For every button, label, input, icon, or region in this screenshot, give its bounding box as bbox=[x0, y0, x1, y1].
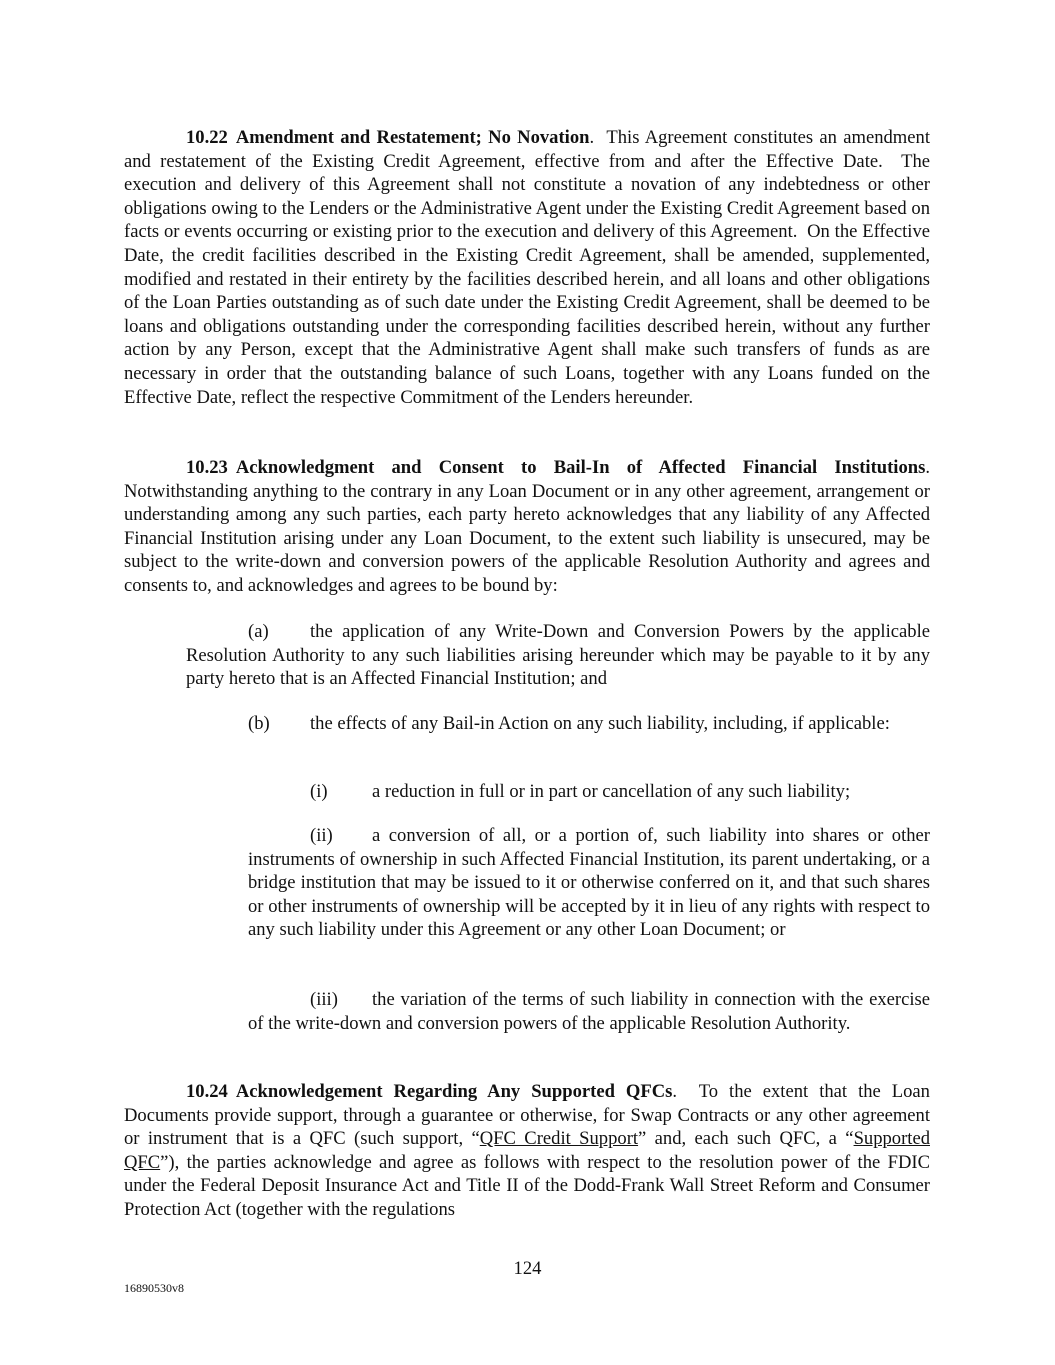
defined-term-qfc-credit-support: QFC Credit Support bbox=[479, 1128, 639, 1150]
section-body-part-3: ”), the parties acknowledge and agree as follows with respect to the resolution power of the FDIC under the Federal Deposit Insurance Act and Title II of the Dodd-Frank Wall Street Reform and Consumer Protection Act (together with the regulations bbox=[124, 1151, 930, 1220]
clause-a bbox=[186, 620, 930, 691]
subclause-text: a reduction in full or in part or cancellation of any such liability; bbox=[372, 781, 851, 802]
subclause-i bbox=[248, 780, 930, 804]
subclause-text: the variation of the terms of such liability in connection with the exercise of the write-down and conversion powers of the applicable Resolution Authority. bbox=[248, 989, 930, 1034]
subclause-ii bbox=[248, 824, 930, 942]
section-body-part-1: To the extent that the Loan Documents provide support, through a guarantee or otherwise, for Swap Contracts or any other agreement or instrument that is a QFC (such support, “ bbox=[124, 1081, 935, 1150]
section-body-part-2: ” and, each such QFC, a “ bbox=[638, 1128, 854, 1150]
subclause-label: (ii) bbox=[310, 825, 333, 846]
page-number: 124 bbox=[513, 1258, 542, 1279]
clause-label: (a) bbox=[248, 621, 269, 642]
subclause-label: (iii) bbox=[310, 989, 338, 1010]
clause-text: the effects of any Bail-in Action on any such liability, including, if applicable: bbox=[310, 713, 890, 734]
section-number: 10.22 bbox=[186, 127, 228, 148]
subclause-label: (i) bbox=[310, 781, 328, 802]
clause-b bbox=[186, 712, 930, 736]
section-10-22: 10.22 Amendment and Restatement; No Novation. This Agreement constitutes an amendment and restatement of the Existing Credit Agreement, effective from and after the Effective Date. The execution and delivery of this Agreement shall not constitute a novation of any indebtedness or other obligations owing to the Lenders or the Administrative Agent under the Existing Credit Agreement based on facts or events occurring or existing prior to the execution and delivery of this Agreement. On the Effective Date, the credit facilities described in the Existing Credit Agreement, shall be amended, supplemented, modified and restated in their entirety by the facilities described herein, and all loans and other obligations of the Loan Parties outstanding as of such date under the Existing Credit Agreement, shall be deemed to be loans and obligations outstanding under the corresponding facilities described herein, without any further action by any Person, except that the Administrative Agent shall make such transfers of funds as are necessary in order that the outstanding balance of such Loans, together with any Loans funded on the Effective Date, reflect the respective Commitment of the Lenders hereunder. bbox=[124, 127, 935, 408]
subclause-text: a conversion of all, or a portion of, such liability into shares or other instruments of ownership in such Affected Financial Institution, its parent undertaking, or a bridge institution that may be issued to it or otherwise conferred on it, and that such shares or other instruments of ownership will be accepted by it in lieu of any rights with respect to any such liability under this Agreement or any other Loan Document; or bbox=[248, 825, 930, 941]
clause-text: the application of any Write-Down and Conversion Powers by the applicable Resolution Authority to any such liabilities arising hereunder which may be payable to it by any party hereto that is an Affected Financial Institution; and bbox=[186, 621, 930, 690]
section-10-23: 10.23 Acknowledgment and Consent to Bail-In of Affected Financial Institutions. Notwithstanding anything to the contrary in any Loan Document or in any other agreement, arrangement or understanding among any such parties, each party hereto acknowledges that any liability of any Affected Financial Institution arising under any Loan Document, to the extent such liability is unsecured, may be subject to the write-down and conversion powers of the applicable Resolution Authority and agrees and consents to, and acknowledges and agrees to be bound by: bbox=[124, 457, 935, 596]
subclause-iii bbox=[248, 988, 930, 1035]
clause-label: (b) bbox=[248, 713, 270, 734]
section-heading: Acknowledgment and Consent to Bail-In of Affected Financial Institutions bbox=[235, 457, 926, 478]
defined-term-supported-qfc: Supported QFC bbox=[124, 1128, 930, 1173]
section-10-24: 10.24 Acknowledgement Regarding Any Supported QFCs. To the extent that the Loan Documents provide support, through a guarantee or otherwise, for Swap Contracts or any other agreement or instrument that is a QFC (such support, “QFC Credit Support” and, each such QFC, a “Supported QFC”), the parties acknowledge and agree as follows with respect to the resolution power of the FDIC under the Federal Deposit Insurance Act and Title II of the Dodd-Frank Wall Street Reform and Consumer Protection Act (together with the regulations bbox=[124, 1081, 935, 1220]
section-number: 10.23 bbox=[186, 457, 228, 478]
section-body: This Agreement constitutes an amendment and restatement of the Existing Credit Agreement, effective from and after the Effective Date. The execution and delivery of this Agreement shall not constitute a novation of any indebtedness or other obligations owing to the Lenders or the Administrative Agent under the Existing Credit Agreement based on facts or events occurring or existing prior to the execution and delivery of this Agreement. On the Effective Date, the credit facilities described in the Existing Credit Agreement, shall be amended, supplemented, modified and restated in their entirety by the facilities described herein, and all loans and other obligations of the Loan Parties outstanding as of such date under the Existing Credit Agreement, shall be deemed to be loans and obligations outstanding under the corresponding facilities described herein, without any further action by any Person, except that the Administrative Agent shall make such transfers of funds as are necessary in order that the outstanding balance of such Loans, together with any Loans funded on the Effective Date, reflect the respective Commitment of the Lenders hereunder. bbox=[124, 127, 935, 408]
section-heading: Acknowledgement Regarding Any Supported QFCs bbox=[235, 1081, 673, 1102]
document-id: 16890530v8 bbox=[124, 1281, 184, 1295]
section-heading: Amendment and Restatement; No Novation bbox=[235, 127, 590, 148]
section-body: Notwithstanding anything to the contrary in any Loan Document or in any other agreement, arrangement or understanding among any such parties, each party hereto acknowledges that any liability of any Affected Financial Institution arising under any Loan Document, to the extent such liability is unsecured, may be subject to the write-down and conversion powers of the applicable Resolution Authority and agrees and consents to, and acknowledges and agrees to be bound by: bbox=[124, 457, 935, 596]
section-number: 10.24 bbox=[186, 1081, 228, 1102]
